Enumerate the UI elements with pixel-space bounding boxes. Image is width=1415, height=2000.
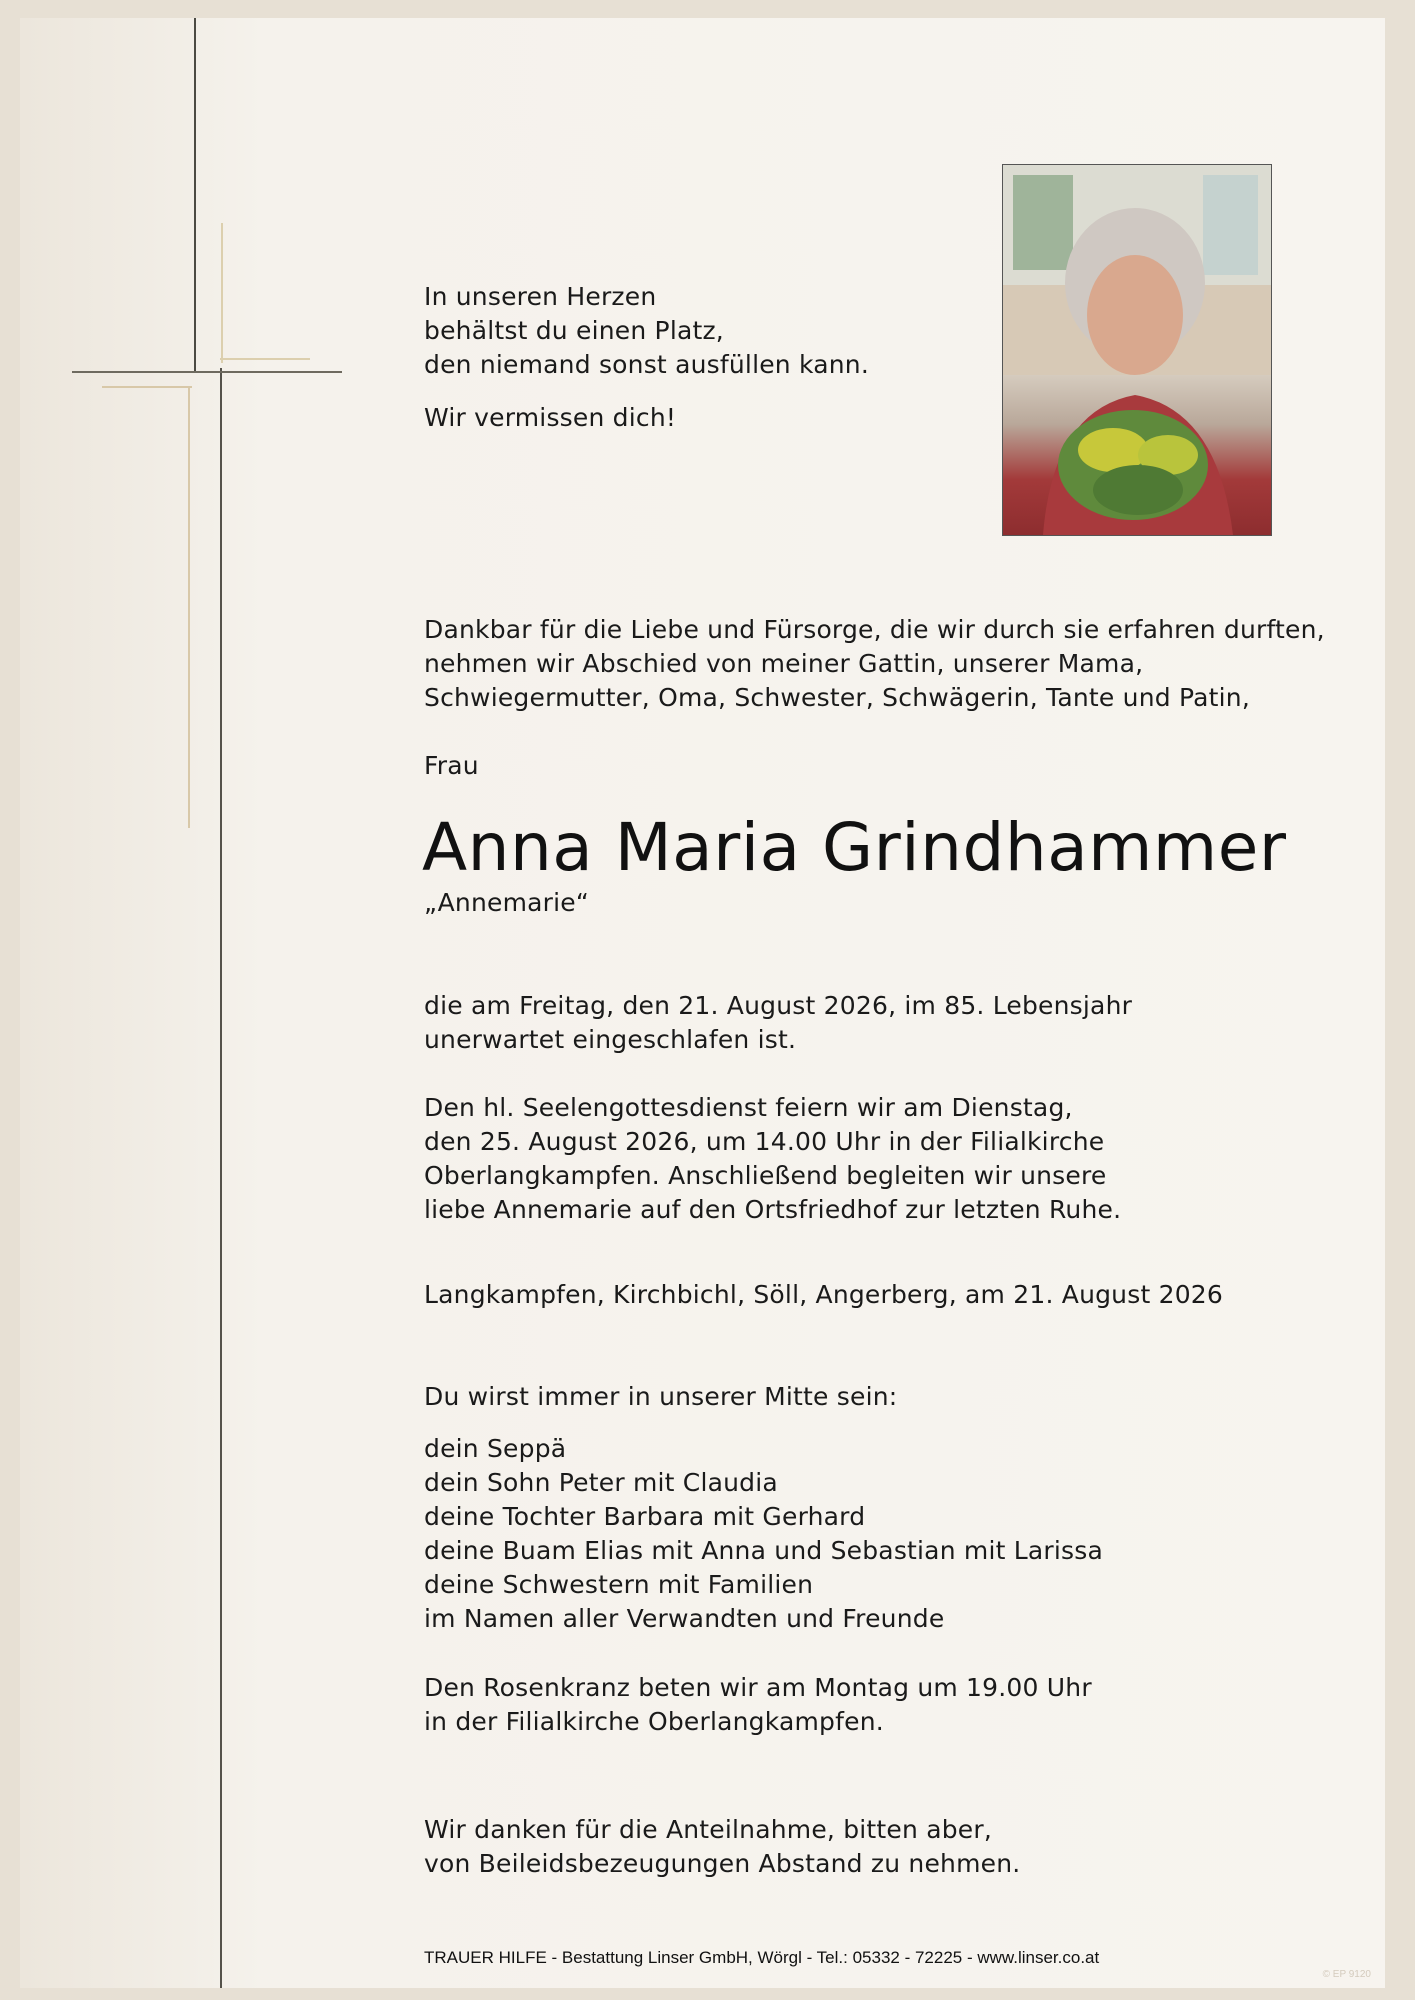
verse-text: In unseren Herzen behältst du einen Platz, den niemand sonst ausfüllen kann. (424, 282, 869, 379)
family-list: dein Seppä dein Sohn Peter mit Claudia deine Tochter Barbara mit Gerhard deine Buam Elias mit Anna und Sebastian mit Larissa deine Schwestern mit Familien im Namen aller Verwandten und Freunde (424, 1434, 1103, 1633)
rosary-text: Den Rosenkranz beten wir am Montag um 19.00 Uhr in der Filialkirche Oberlangkampfen. (424, 1673, 1092, 1736)
watermark: © EP 9120 (1322, 1969, 1371, 1980)
thanks-text: Wir danken für die Anteilnahme, bitten aber, von Beileidsbezeugungen Abstand zu nehmen. (424, 1815, 1021, 1878)
miss-text: Wir vermissen dich! (424, 403, 677, 432)
cross-vertical-line (194, 18, 196, 373)
nickname: „Annemarie“ (424, 888, 590, 917)
death-text: die am Freitag, den 21. August 2026, im 85. Lebensjahr unerwartet eingeschlafen ist. (424, 991, 1133, 1054)
funeral-mass-text: Den hl. Seelengottesdienst feiern wir am Dienstag, den 25. August 2026, um 14.00 Uhr in der Filialkirche Oberlangkampfen. Anschließend begleiten wir unsere liebe Annemarie auf den Ortsfriedhof zur letzten Ruhe. (424, 1093, 1122, 1224)
family-heading: Du wirst immer in unserer Mitte sein: (424, 1382, 898, 1411)
cross-horizontal-line (72, 371, 342, 373)
cross-shadow-line (188, 388, 190, 828)
intro-text: Dankbar für die Liebe und Fürsorge, die wir durch sie erfahren durften, nehmen wir Abschied von meiner Gattin, unserer Mama, Schwiegermutter, Oma, Schwester, Schwägerin, Tante und Patin, (424, 615, 1325, 712)
portrait-photo (1002, 164, 1272, 536)
footer-funeral-home: TRAUER HILFE - Bestattung Linser GmbH, Wörgl - Tel.: 05332 - 72225 - www.linser.co.at (424, 1948, 1100, 1967)
deceased-name: Anna Maria Grindhammer (422, 809, 1287, 886)
obituary-card (20, 18, 1385, 1988)
place-date: Langkampfen, Kirchbichl, Söll, Angerberg, am 21. August 2026 (424, 1280, 1224, 1309)
cross-vertical-line-long (220, 368, 222, 1988)
cross-shadow-horizontal (102, 386, 192, 388)
cross-shadow-horizontal-right (220, 358, 310, 360)
salutation: Frau (424, 751, 479, 780)
cross-shadow-line-upper (221, 223, 223, 363)
